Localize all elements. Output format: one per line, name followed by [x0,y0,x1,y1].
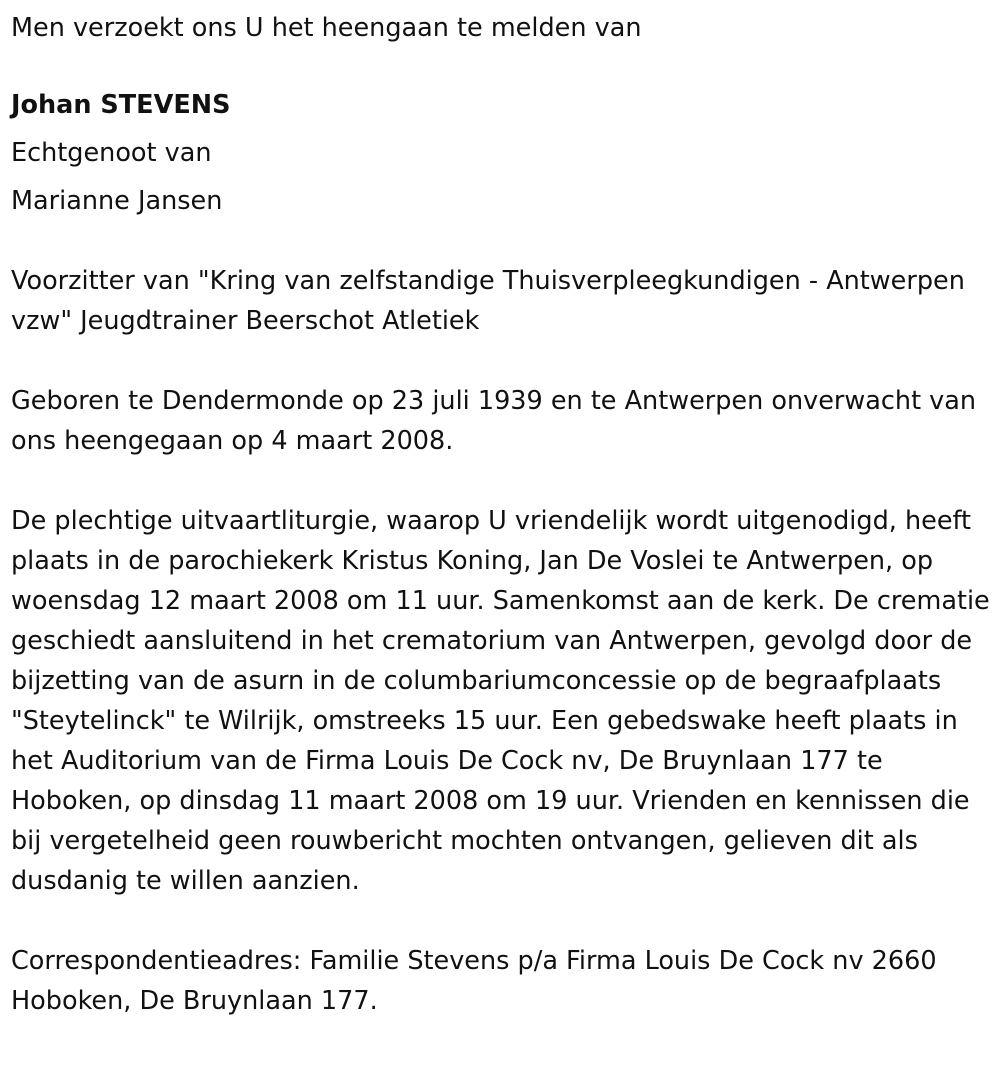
relation-text: Echtgenoot van [11,138,212,168]
deceased-name: Johan STEVENS [11,90,231,120]
intro-text: Men verzoekt ons U het heengaan te melden van [11,13,642,43]
correspondence-paragraph: Correspondentieadres: Familie Stevens p/a Firma Louis De Cock nv 2660 Hoboken, De Bruynlaan 177. [11,946,945,1016]
roles-paragraph: Voorzitter van "Kring van zelfstandige Thuisverpleegkundigen - Antwerpen vzw" Jeugdtrainer Beerschot Atletiek [11,266,973,336]
funeral-paragraph: De plechtige uitvaartliturgie, waarop U vriendelijk wordt uitgenodigd, heeft plaats in de parochiekerk Kristus Koning, Jan De Voslei te Antwerpen, op woensdag 12 maart 2008 om 11 uur. Samenkomst aan de kerk. De crematie geschiedt aansluitend in het crematorium van Antwerpen, gevolgd door de bijzetting van de asurn in de columbariumconcessie op de begraafplaats "Steytelinck" te Wilrijk, omstreeks 15 uur. Een gebedswake heeft plaats in het Auditorium van de Firma Louis De Cock nv, De Bruynlaan 177 te Hoboken, op dinsdag 11 maart 2008 om 19 uur. Vrienden en kennissen die bij vergetelheid geen rouwbericht mochten ontvangen, gelieven dit als dusdanig te willen aanzien. [11,506,998,896]
birth-death-paragraph: Geboren te Dendermonde op 23 juli 1939 en te Antwerpen onverwacht van ons heengegaan op 4 maart 2008. [11,386,985,456]
spouse-name: Marianne Jansen [11,186,223,216]
